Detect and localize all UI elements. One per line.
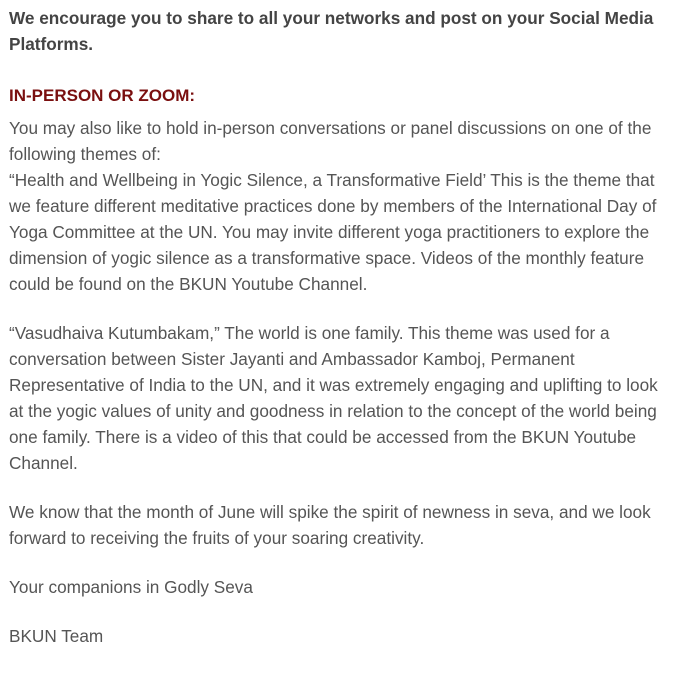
paragraph-line: You may also like to hold in-person conversations or panel discussions on one of the [9, 118, 652, 138]
intro-paragraph [9, 5, 677, 57]
intro-line: Platforms. [9, 34, 94, 54]
paragraph-line: one family. There is a video of this that could be accessed from the BKUN Youtube [9, 427, 637, 447]
paragraph-line: Channel. [9, 453, 78, 473]
june-paragraph [9, 499, 677, 551]
paragraph-line: Yoga Committee at the UN. You may invite different yoga practitioners to explore the [9, 222, 650, 242]
closing-line: Your companions in Godly Seva [9, 577, 253, 597]
paragraph-line: “Vasudhaiva Kutumbakam,” The world is one family. This theme was used for a [9, 323, 610, 343]
paragraph-line: we feature different meditative practices done by members of the International Day of [9, 196, 657, 216]
paragraph-line: “Health and Wellbeing in Yogic Silence, a Transformative Field’ This is the theme that [9, 170, 655, 190]
vasudhaiva-paragraph [9, 320, 677, 476]
paragraph-line: forward to receiving the fruits of your soaring creativity. [9, 528, 425, 548]
paragraph-line: following themes of: [9, 144, 161, 164]
paragraph-line: at the yogic values of unity and goodness in relation to the concept of the world being [9, 401, 657, 421]
paragraph-line: Representative of India to the UN, and it was extremely engaging and uplifting to look [9, 375, 658, 395]
intro-line: We encourage you to share to all your networks and post on your Social Media [9, 8, 654, 28]
email-body [9, 5, 677, 649]
paragraph-line: We know that the month of June will spike the spirit of newness in seva, and we look [9, 502, 651, 522]
paragraph-line: dimension of yogic silence as a transformative space. Videos of the monthly feature [9, 248, 645, 268]
paragraph-line: could be found on the BKUN Youtube Channel. [9, 274, 368, 294]
section-heading: IN-PERSON OR ZOOM: [9, 86, 196, 105]
themes-paragraph [9, 115, 677, 297]
paragraph-line: conversation between Sister Jayanti and Ambassador Kamboj, Permanent [9, 349, 575, 369]
signature: BKUN Team [9, 626, 104, 646]
